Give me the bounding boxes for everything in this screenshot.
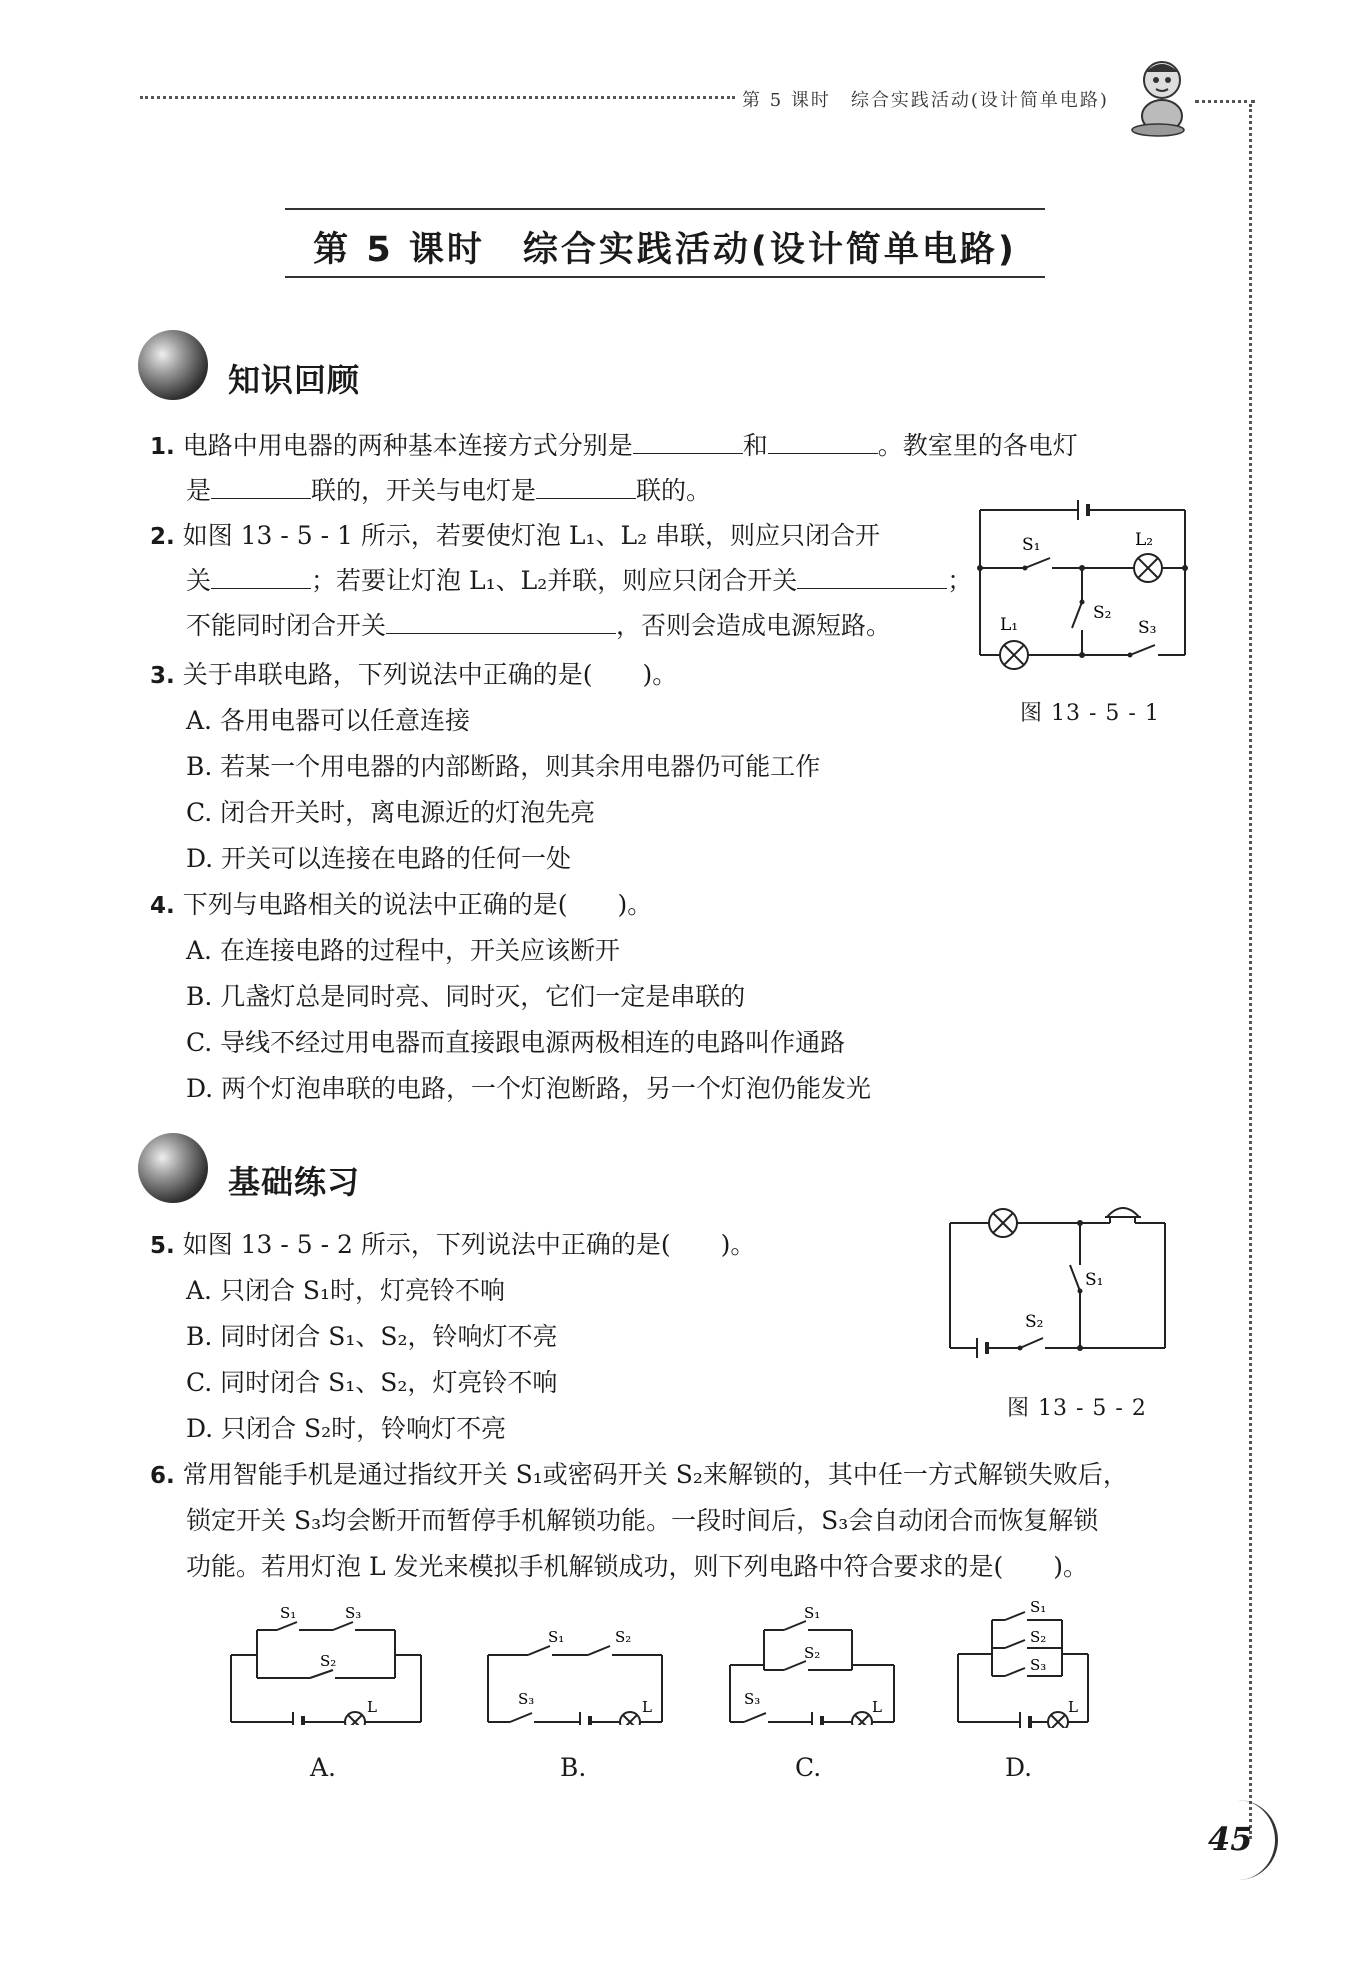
q6-text: 常用智能手机是通过指纹开关 S₁或密码开关 S₂来解锁的，其中任一方式解锁失败后， [182, 1460, 1128, 1489]
option[interactable]: C. 同时闭合 S₁、S₂，灯亮铃不响 [186, 1368, 558, 1397]
label-s1: S₁ [1030, 1598, 1047, 1616]
option[interactable]: B. 几盏灯总是同时亮、同时灭，它们一定是串联的 [186, 982, 746, 1011]
answer-blank[interactable] [211, 468, 311, 499]
answer-blank[interactable] [386, 603, 616, 634]
q4-text: 下列与电路相关的说法中正确的是( )。 [182, 890, 653, 919]
question-6-line1 [150, 1452, 1128, 1499]
q3-text: 关于串联电路，下列说法中正确的是( )。 [182, 660, 678, 689]
q2-text: ；若要让灯泡 L₁、L₂并联，则应只闭合开关 [311, 566, 798, 595]
question-number: 4. [150, 893, 175, 919]
label-s3: S₃ [744, 1690, 761, 1708]
question-2-line2 [186, 558, 972, 603]
globe-icon [138, 330, 208, 400]
question-6-line2: 锁定开关 S₃均会断开而暂停手机解锁功能。一段时间后，S₃会自动闭合而恢复解锁 [186, 1506, 1099, 1535]
q1-text: 是 [186, 476, 212, 505]
mascot-icon [1128, 58, 1196, 138]
label-s1: S₁ [548, 1628, 565, 1646]
label-s2: S₂ [1030, 1628, 1047, 1646]
question-number: 6. [150, 1463, 175, 1489]
figure-caption: 图 13 - 5 - 1 [1020, 701, 1160, 726]
label-s1: S₁ [1085, 1270, 1104, 1290]
q1-text: 和 [742, 431, 768, 460]
question-5-stem [150, 1222, 755, 1269]
figure-caption: 图 13 - 5 - 2 [1007, 1396, 1147, 1421]
header-rule-right [1195, 100, 1255, 103]
label-s1: S₁ [280, 1604, 297, 1622]
answer-blank[interactable] [536, 468, 636, 499]
label-s2: S₂ [615, 1628, 632, 1646]
label-s2: S₂ [320, 1652, 337, 1670]
label-s3: S₃ [1030, 1656, 1047, 1674]
q1-text: 电路中用电器的两种基本连接方式分别是 [182, 431, 633, 460]
answer-blank[interactable] [211, 558, 311, 589]
choice-a[interactable]: A. [310, 1753, 337, 1782]
running-header: 第 5 课时 综合实践活动(设计简单电路) [742, 90, 1109, 111]
circuit-option-b [480, 1600, 670, 1725]
option[interactable]: C. 导线不经过用电器而直接跟电源两极相连的电路叫作通路 [186, 1028, 846, 1057]
question-4-stem [150, 882, 652, 929]
option[interactable]: D. 两个灯泡串联的电路，一个灯泡断路，另一个灯泡仍能发光 [186, 1074, 872, 1103]
q2-text: 关 [186, 566, 212, 595]
label-l: L [367, 1698, 377, 1716]
answer-blank[interactable] [633, 423, 743, 454]
q2-text: 不能同时闭合开关 [186, 611, 387, 640]
question-6-line3: 功能。若用灯泡 L 发光来模拟手机解锁成功，则下列电路中符合要求的是( )。 [186, 1552, 1089, 1581]
label-s3: S₃ [518, 1690, 535, 1708]
label-s2: S₂ [804, 1644, 821, 1662]
option[interactable]: B. 同时闭合 S₁、S₂，铃响灯不亮 [186, 1322, 558, 1351]
choice-c[interactable]: C. [795, 1753, 822, 1782]
label-s2: S₂ [1093, 603, 1112, 623]
q2-text: ； [947, 566, 973, 595]
question-2-line3 [186, 603, 891, 648]
question-2-line1 [150, 513, 880, 560]
q2-text: ，否则会造成电源短路。 [616, 611, 892, 640]
question-3-stem [150, 652, 677, 699]
label-l: L [1068, 1698, 1078, 1716]
question-number: 1. [150, 434, 175, 460]
section-title-basic: 基础练习 [228, 1163, 361, 1201]
lesson-title: 第 5 课时 综合实践活动(设计简单电路) [313, 230, 1017, 270]
label-l: L [872, 1698, 882, 1716]
option[interactable]: D. 开关可以连接在电路的任何一处 [186, 844, 572, 873]
option[interactable]: B. 若某一个用电器的内部断路，则其余用电器仍可能工作 [186, 752, 821, 781]
figure-13-5-1 [970, 490, 1200, 675]
q1-text: 联的，开关与电灯是 [311, 476, 537, 505]
choice-b[interactable]: B. [560, 1753, 587, 1782]
option[interactable]: A. 各用电器可以任意连接 [186, 706, 470, 735]
question-1-line1 [150, 423, 1078, 470]
question-number: 3. [150, 663, 175, 689]
question-number: 5. [150, 1233, 175, 1259]
label-s1: S₁ [1022, 535, 1041, 555]
header-rule [140, 96, 735, 99]
answer-blank[interactable] [768, 423, 878, 454]
option[interactable]: C. 闭合开关时，离电源近的灯泡先亮 [186, 798, 596, 827]
question-number: 2. [150, 524, 175, 550]
page-border [1249, 104, 1252, 1839]
answer-blank[interactable] [797, 558, 947, 589]
option[interactable]: A. 在连接电路的过程中，开关应该断开 [186, 936, 620, 965]
section-title-review: 知识回顾 [228, 361, 361, 399]
figure-13-5-2 [945, 1195, 1175, 1365]
choice-d[interactable]: D. [1005, 1753, 1033, 1782]
label-l1: L₁ [1000, 615, 1019, 635]
lesson-title-box [285, 208, 1045, 278]
circuit-option-d [950, 1598, 1100, 1728]
circuit-option-a [225, 1600, 425, 1725]
page-number: 45 [1208, 1820, 1253, 1858]
label-s1: S₁ [804, 1604, 821, 1622]
label-s3: S₃ [345, 1604, 362, 1622]
label-s3: S₃ [1138, 618, 1157, 638]
q1-text: 。教室里的各电灯 [877, 431, 1078, 460]
label-l: L [642, 1698, 652, 1716]
label-s2: S₂ [1025, 1312, 1044, 1332]
q5-text: 如图 13 - 5 - 2 所示，下列说法中正确的是( )。 [182, 1230, 756, 1259]
circuit-option-c [722, 1600, 902, 1725]
question-1-line2 [186, 468, 711, 513]
option[interactable]: A. 只闭合 S₁时，灯亮铃不响 [186, 1276, 506, 1305]
q2-text: 如图 13 - 5 - 1 所示，若要使灯泡 L₁、L₂ 串联，则应只闭合开 [182, 521, 881, 550]
option[interactable]: D. 只闭合 S₂时，铃响灯不亮 [186, 1414, 507, 1443]
label-l2: L₂ [1135, 530, 1154, 550]
globe-icon [138, 1133, 208, 1203]
q1-text: 联的。 [636, 476, 712, 505]
